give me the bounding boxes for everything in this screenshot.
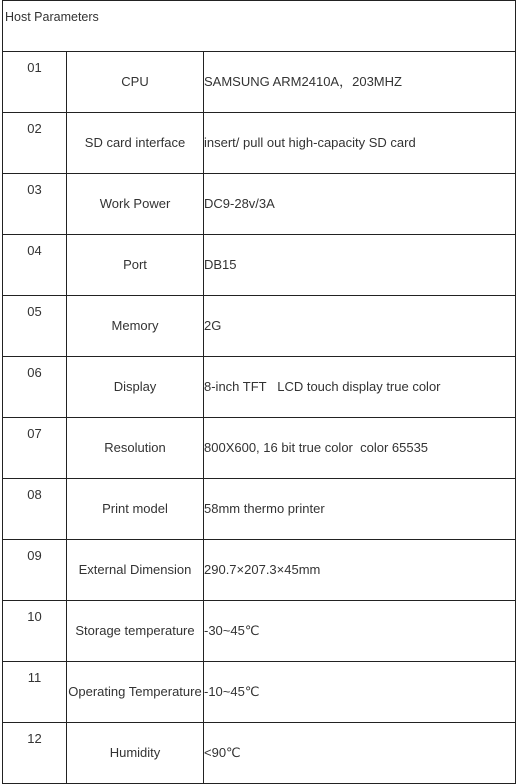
parameter-value: <90℃ [204,723,516,784]
table-row [3,52,516,113]
parameter-name: Port [67,235,204,296]
parameter-value: DB15 [204,235,516,296]
row-number: 01 [3,52,67,113]
parameter-value: 290.7×207.3×45mm [204,540,516,601]
parameter-value: 8-inch TFT LCD touch display true color [204,357,516,418]
parameter-name: Storage temperature [67,601,204,662]
parameter-name: Resolution [67,418,204,479]
row-number: 04 [3,235,67,296]
parameter-value: -10~45℃ [204,662,516,723]
table-row [3,479,516,540]
row-number: 08 [3,479,67,540]
parameter-value: SAMSUNG ARM2410A，203MHZ [204,52,516,113]
parameter-name: Display [67,357,204,418]
table-row [3,662,516,723]
row-number: 11 [3,662,67,723]
parameter-name: Operating Temperature [67,662,204,723]
row-number: 09 [3,540,67,601]
host-parameters-table [2,0,516,784]
table-row [3,601,516,662]
row-number: 05 [3,296,67,357]
parameter-name: Memory [67,296,204,357]
parameter-name: Humidity [67,723,204,784]
row-number: 12 [3,723,67,784]
table-row [3,174,516,235]
parameter-name: SD card interface [67,113,204,174]
table-row [3,113,516,174]
parameter-name: Work Power [67,174,204,235]
parameter-value: 2G [204,296,516,357]
table-row [3,235,516,296]
row-number: 07 [3,418,67,479]
table-title-row [3,1,516,52]
row-number: 03 [3,174,67,235]
row-number: 06 [3,357,67,418]
parameter-name: Print model [67,479,204,540]
parameter-value: -30~45℃ [204,601,516,662]
table-row [3,357,516,418]
row-number: 02 [3,113,67,174]
table-row [3,418,516,479]
row-number: 10 [3,601,67,662]
parameter-value: DC9-28v/3A [204,174,516,235]
parameter-name: External Dimension [67,540,204,601]
parameter-value: insert/ pull out high-capacity SD card [204,113,516,174]
parameter-value: 58mm thermo printer [204,479,516,540]
table-row [3,540,516,601]
table-row [3,296,516,357]
table-row [3,723,516,784]
parameter-name: CPU [67,52,204,113]
parameter-value: 800X600, 16 bit true color color 65535 [204,418,516,479]
table-title: Host Parameters [3,1,516,52]
